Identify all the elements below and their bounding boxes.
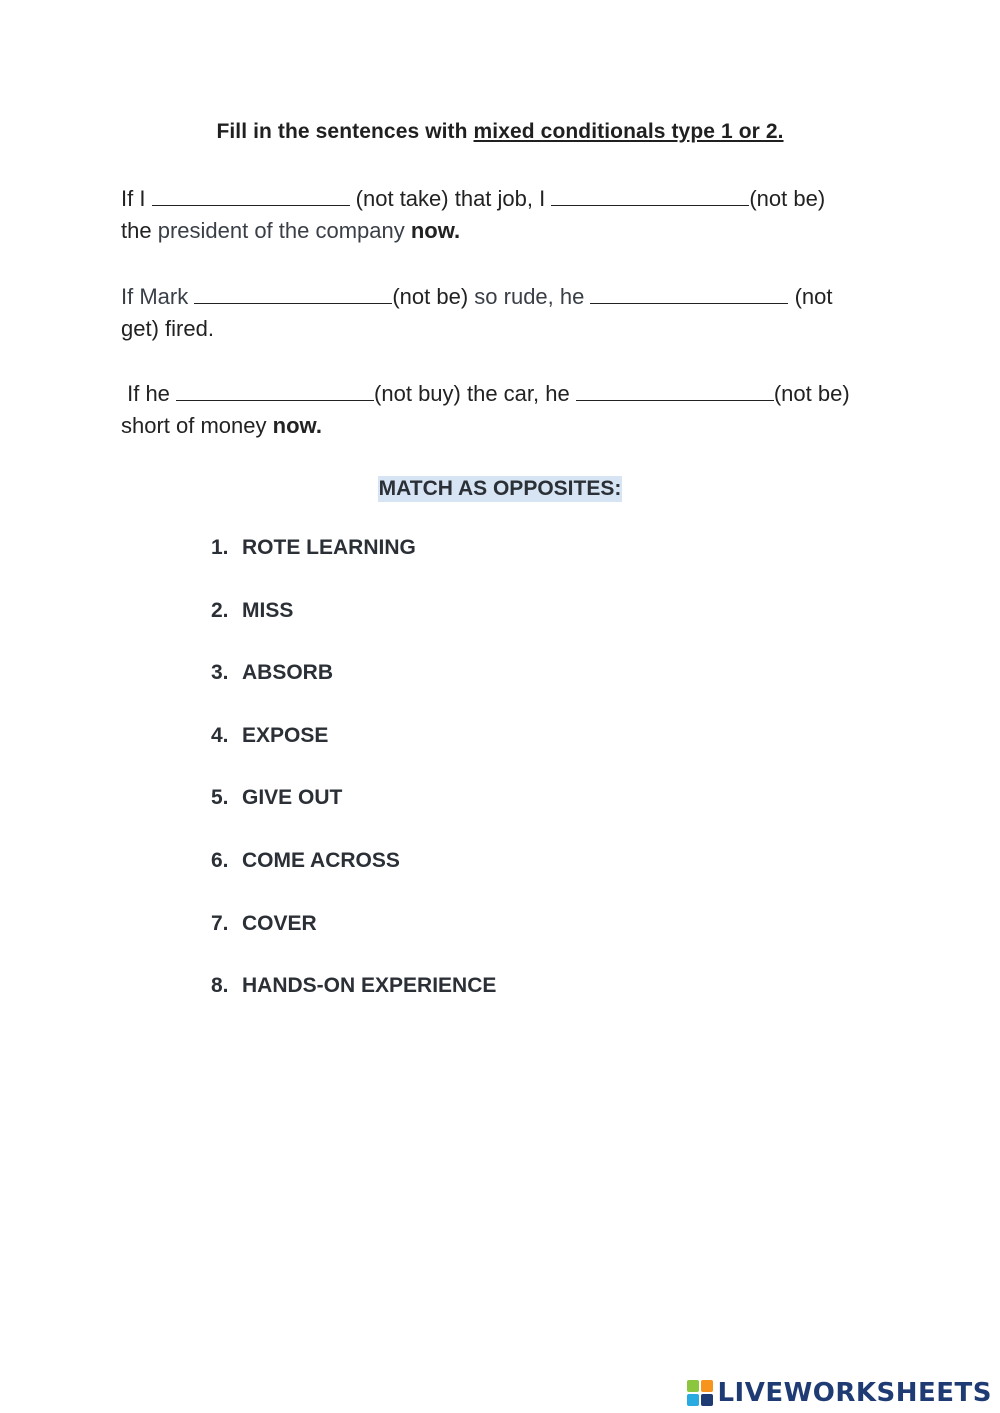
- list-item: 6. COME ACROSS: [211, 848, 400, 872]
- list-item: 2. MISS: [211, 598, 294, 622]
- answer-blank[interactable]: [152, 187, 350, 206]
- sentence-3: If he (not buy) the car, he (not be) short of money now.: [121, 381, 850, 438]
- match-heading: MATCH AS OPPOSITES:: [378, 477, 622, 500]
- answer-blank[interactable]: [590, 285, 788, 304]
- answer-blank[interactable]: [576, 382, 774, 401]
- brand-name: LIVEWORKSHEETS: [717, 1378, 992, 1408]
- list-item: 3. ABSORB: [211, 661, 334, 685]
- list-item: 7. COVER: [211, 911, 317, 935]
- title-underlined: mixed conditionals type 1 or 2.: [473, 120, 784, 143]
- answer-blank[interactable]: [551, 187, 749, 206]
- list-item: 5. GIVE OUT: [211, 786, 343, 810]
- title-prefix: Fill in the sentences with: [216, 120, 474, 143]
- liveworksheets-logo-icon: [687, 1380, 713, 1406]
- worksheet-title: [0, 120, 1000, 144]
- opposites-list: [211, 536, 496, 1037]
- list-item: 1. ROTE LEARNING: [211, 536, 416, 559]
- sentence-2: If Mark (not be) so rude, he (not get) fired.: [121, 284, 833, 341]
- sentence-1: If I (not take) that job, I (not be) the president of the company now.: [121, 186, 826, 243]
- answer-blank[interactable]: [194, 285, 392, 304]
- liveworksheets-brand: [687, 1377, 992, 1409]
- list-item: 4. EXPOSE: [211, 723, 329, 747]
- list-item: 8. HANDS-ON EXPERIENCE: [211, 974, 497, 998]
- answer-blank[interactable]: [176, 382, 374, 401]
